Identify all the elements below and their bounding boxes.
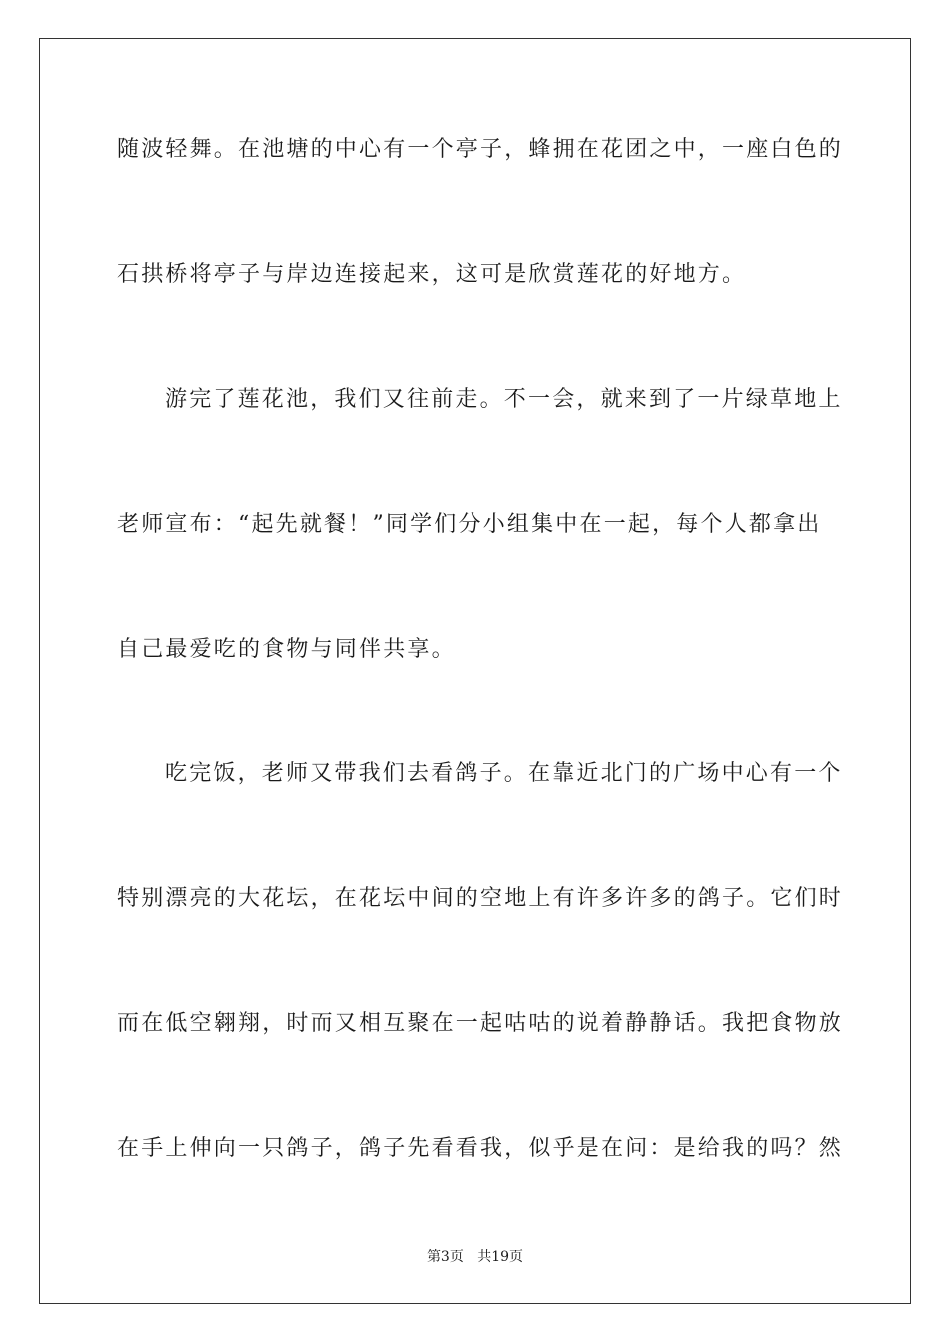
- text-line: 老师宣布：“起先就餐！”同学们分小组集中在一起，每个人都拿出: [117, 512, 822, 537]
- page-number: 第3页: [426, 1249, 464, 1265]
- text-line: 随波轻舞。在池塘的中心有一个亭子，蜂拥在花团之中，一座白色的: [117, 137, 844, 162]
- text-line: 游完了莲花池，我们又往前走。不一会，就来到了一片绿草地上: [165, 387, 843, 412]
- text-line: 自己最爱吃的食物与同伴共享。: [117, 637, 456, 662]
- text-line: 在手上伸向一只鸽子，鸽子先看看我，似乎是在问：是给我的吗？然: [117, 1136, 844, 1161]
- page-footer: [0, 1248, 950, 1266]
- text-line: 吃完饭，老师又带我们去看鸽子。在靠近北门的广场中心有一个: [165, 761, 843, 786]
- page-total: 共19页: [477, 1249, 524, 1265]
- text-line: 而在低空翱翔，时而又相互聚在一起咕咕的说着静静话。我把食物放: [117, 1011, 844, 1036]
- text-line: 石拱桥将亭子与岸边连接起来，这可是欣赏莲花的好地方。: [117, 262, 747, 287]
- text-line: 特别漂亮的大花坛，在花坛中间的空地上有许多许多的鸽子。它们时: [117, 886, 844, 911]
- page-border: [39, 38, 911, 1304]
